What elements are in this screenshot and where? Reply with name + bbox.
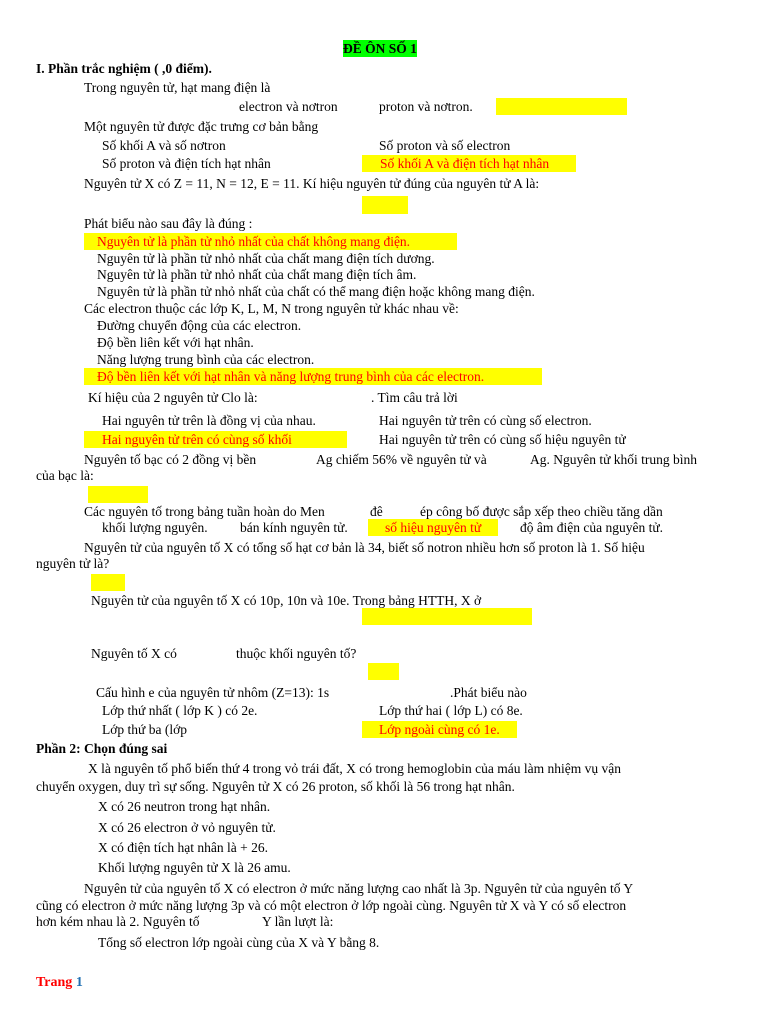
q3-stem: Nguyên tử X có Z = 11, N = 12, E = 11. Kí hiệu nguyên tử đúng của nguyên tử A là: xyxy=(84,176,540,191)
p2q1-statement-3: X có điện tích hạt nhân là + 26. xyxy=(98,840,268,855)
q6-option-a: Hai nguyên tử trên là đồng vị của nhau. xyxy=(102,413,316,428)
q5-option-b: Độ bền liên kết với hạt nhân. xyxy=(97,335,254,350)
q9-line1: Nguyên tử của nguyên tố X có tổng số hạt cơ bản là 34, biết số notron nhiều hơn số proton là 1. Số hiệu xyxy=(84,540,645,555)
q9-answer-highlight xyxy=(91,574,125,591)
p2q1-line2: chuyển oxygen, duy trì sự sống. Nguyên tử X có 26 proton, số khối là 56 trong hạt nhân. xyxy=(36,779,515,794)
p2q2-statement-1: Tổng số electron lớp ngoài cùng của X và Y bằng 8. xyxy=(98,935,380,950)
p2q2-line3-b: Y lần lượt là: xyxy=(262,914,334,929)
q11-stem-a: Nguyên tố X có xyxy=(91,646,177,661)
q12-option-d-answer: Lớp ngoài cùng có 1e. xyxy=(362,721,517,738)
p2q1-statement-4: Khối lượng nguyên tử X là 26 amu. xyxy=(98,860,291,875)
q10-answer-highlight xyxy=(362,608,532,625)
q5-option-c: Năng lượng trung bình của các electron. xyxy=(97,352,315,367)
q4-option-c: Nguyên tử là phần tử nhỏ nhất của chất mang điện tích âm. xyxy=(97,267,417,282)
q8-option-b: bán kính nguyên tử. xyxy=(240,520,348,535)
q1-option-a: electron và nơtron xyxy=(239,99,338,114)
q6-stem-b: . Tìm câu trả lời xyxy=(371,390,458,405)
q12-stem-b: .Phát biểu nào xyxy=(450,685,527,700)
q4-option-d: Nguyên tử là phần tử nhỏ nhất của chất có thể mang điện hoặc không mang điện. xyxy=(97,284,535,299)
q6-option-c-answer: Hai nguyên tử trên có cùng số khối xyxy=(84,431,347,448)
p2q2-line1: Nguyên tử của nguyên tố X có electron ở mức năng lượng cao nhất là 3p. Nguyên tử của nguyên tố Y xyxy=(84,881,634,896)
q4-stem: Phát biểu nào sau đây là đúng : xyxy=(84,216,253,231)
p2q1-statement-2: X có 26 electron ở vỏ nguyên tử. xyxy=(98,820,276,835)
q11-stem-b: thuộc khối nguyên tố? xyxy=(236,646,357,661)
page-footer xyxy=(36,974,83,991)
q3-answer-highlight xyxy=(362,196,408,214)
doc-title: ĐỀ ÔN SỐ 1 xyxy=(343,41,417,56)
q12-option-a: Lớp thứ nhất ( lớp K ) có 2e. xyxy=(102,703,258,718)
q2-option-a: Số khối A và số nơtron xyxy=(102,138,226,153)
q10-stem: Nguyên tử của nguyên tố X có 10p, 10n và 10e. Trong bảng HTTH, X ở xyxy=(91,593,482,608)
q6-option-d: Hai nguyên tử trên có cùng số hiệu nguyên tử xyxy=(379,432,626,447)
q2-option-b: Số proton và số electron xyxy=(379,138,511,153)
q7-answer-highlight xyxy=(88,486,148,503)
p2q2-line3-a: hơn kém nhau là 2. Nguyên tố xyxy=(36,914,200,929)
q8-stem-a: Các nguyên tố trong bảng tuần hoàn do Men xyxy=(84,504,325,519)
section1-heading: I. Phần trắc nghiệm ( ,0 điểm). xyxy=(36,61,212,76)
q5-stem: Các electron thuộc các lớp K, L, M, N trong nguyên tử khác nhau về: xyxy=(84,301,459,316)
q7-line1-b: Ag chiếm 56% về nguyên tử và xyxy=(316,452,487,467)
q4-option-b: Nguyên tử là phần tử nhỏ nhất của chất mang điện tích dương. xyxy=(97,251,435,266)
p2q1-statement-1: X có 26 neutron trong hạt nhân. xyxy=(98,799,271,814)
q1-answer-highlight xyxy=(496,98,627,115)
q8-stem-c: ép công bố được sắp xếp theo chiều tăng dần xyxy=(420,504,663,519)
q9-line2: nguyên tử là? xyxy=(36,556,110,571)
q1-stem: Trong nguyên tử, hạt mang điện là xyxy=(84,80,271,95)
footer-page-number: 1 xyxy=(75,975,83,990)
q7-line1-a: Nguyên tố bạc có 2 đồng vị bền xyxy=(84,452,257,467)
q12-option-c: Lớp thứ ba (lớp xyxy=(102,722,187,737)
q11-answer-highlight xyxy=(368,663,399,680)
q8-stem-b: đê xyxy=(370,504,383,519)
p2q1-line1: X là nguyên tố phổ biến thứ 4 trong vỏ trái đất, X có trong hemoglobin của máu làm nhiệm vụ vận xyxy=(88,761,621,776)
q8-option-c-answer: số hiệu nguyên tử xyxy=(368,519,498,536)
q7-line1-c: Ag. Nguyên tử khối trung bình xyxy=(530,452,698,467)
q2-option-c: Số proton và điện tích hạt nhân xyxy=(102,156,271,171)
q2-option-d-answer: Số khối A và điện tích hạt nhân xyxy=(362,155,576,172)
q12-stem-a: Cấu hình e của nguyên tử nhôm (Z=13): 1s xyxy=(96,685,330,700)
q5-option-a: Đường chuyển động của các electron. xyxy=(97,318,302,333)
q7-line2: của bạc là: xyxy=(36,468,94,483)
q6-option-b: Hai nguyên tử trên có cùng số electron. xyxy=(379,413,592,428)
section2-heading: Phần 2: Chọn đúng sai xyxy=(36,741,168,756)
q1-option-b: proton và nơtron. xyxy=(379,99,473,114)
p2q2-line2: cũng có electron ở mức năng lượng 3p và có một electron ở lớp ngoài cùng. Nguyên tử X và Y có số electron xyxy=(36,898,627,913)
q4-option-a-answer: Nguyên tử là phần tử nhỏ nhất của chất không mang điện. xyxy=(84,233,457,250)
q2-stem: Một nguyên tử được đặc trưng cơ bản bằng xyxy=(84,119,319,134)
footer-label: Trang xyxy=(36,975,73,990)
q8-option-d: độ âm điện của nguyên tử. xyxy=(520,520,664,535)
q8-option-a: khối lượng nguyên. xyxy=(102,520,208,535)
q6-stem-a: Kí hiệu của 2 nguyên tử Clo là: xyxy=(88,390,258,405)
q5-option-d-answer: Độ bền liên kết với hạt nhân và năng lượng trung bình của các electron. xyxy=(84,368,542,385)
q12-option-b: Lớp thứ hai ( lớp L) có 8e. xyxy=(379,703,523,718)
